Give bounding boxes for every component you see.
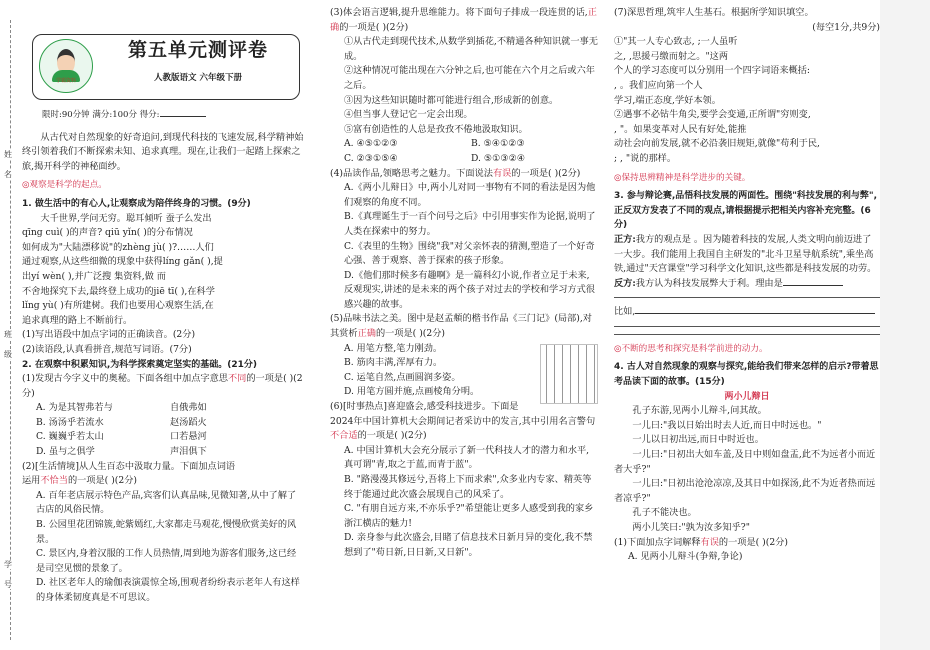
binding-margin xyxy=(0,0,22,650)
q7-line: 个人的学习态度可以分别用一个四字词语来概括: xyxy=(614,65,811,77)
q4-option[interactable]: B.《真理诞生于一百个问号之后》中引用事实作为论据,说明了人类在探索中的努力。 xyxy=(344,211,596,237)
binding-char: 班 xyxy=(4,330,16,339)
tip-observe: ◎观察是科学的起点。 xyxy=(22,180,107,191)
q4-option[interactable]: A.《两小儿辩日》中,两小儿对同一事物有不同的看法是因为他们观察的角度不同。 xyxy=(344,182,596,208)
q1-line: 出yí wèn( ),并广泛搜 集资料,做 而 xyxy=(22,270,166,282)
q1-line: 大千世界,学问无穷。聪耳倾听 蚕子么发出 xyxy=(40,212,212,224)
q1-line: 追求真理的路上不断前行。 xyxy=(22,314,133,326)
q2-option[interactable]: C. 巍巍乎若太山 口若悬河 xyxy=(36,431,207,443)
q1-line: qīng cuì( )的声音? qiū yǐn( )的分布情况 xyxy=(22,227,193,239)
q1-sub-2: (2)读语段,认真看拼音,规范写词语。(7分) xyxy=(22,343,192,355)
binding-char: 级 xyxy=(4,350,16,359)
q2-option[interactable]: A. 为是其智弗若与 自俄弗如 xyxy=(36,402,207,414)
score-blank[interactable] xyxy=(160,116,206,117)
q6-option[interactable]: B. "路漫漫其修远兮,吾将上下而求索",众多业内专家、精英等终于能通过此次盛会展现自己的风采了。 xyxy=(344,474,592,500)
q1-line: 如何成为"大陆漂移说"的zhèng jù( )?……人们 xyxy=(22,241,214,253)
page-title: 第五单元测评卷 xyxy=(127,39,268,61)
story-title: 两小儿辩日 xyxy=(724,391,770,402)
answer-blank[interactable] xyxy=(783,285,843,286)
q3-sentence: ②这种情况可能出现在六分钟之后,也可能在六个月之后或六年之后。 xyxy=(344,65,595,91)
q6-option[interactable]: D. 亲身参与此次盛会,目睹了信息技术日新月异的变化,我不禁想到了"苟日新,日日新,又日新"。 xyxy=(344,532,593,558)
q7-line: , "。如果变革对人民有好处,能推 xyxy=(614,123,747,135)
q5-option[interactable]: B. 筋肉丰满,浑厚有力。 xyxy=(344,357,443,369)
q3-sentence: ④但当事人登记它一定会出现。 xyxy=(344,109,473,121)
answer-line[interactable] xyxy=(614,297,880,298)
title-box xyxy=(32,34,300,100)
story-line: 两小儿笑曰:"孰为汝多知乎?" xyxy=(632,522,750,533)
q6-option[interactable]: C. "有朋自远方来,不亦乐乎?"希望能让更多人感受到我的家乡浙江横店的魅力! xyxy=(344,503,594,529)
con-side: 反方:我方认为科技发展弊大于利。理由是 xyxy=(614,277,880,292)
logo xyxy=(39,39,93,93)
column-3 xyxy=(614,6,880,565)
story-line: 一儿曰:"日初出大如车盖,及日中则如盘盂,此不为远者小而近者大乎?" xyxy=(614,449,876,475)
q3-sentence: ①从古代走到现代技术,从数学到插花,不精通各种知识就一事无成。 xyxy=(344,36,598,62)
intro-paragraph: 从古代对自然现象的好奇追问,到现代科技的飞速发展,科学精神始终引领着我们不断探索未知、追求真理。现在,让我们一起踏上探索之旅,揭开科学的神秘面纱。 xyxy=(22,131,304,172)
q5-option[interactable]: C. 运笔自然,点画圆润多姿。 xyxy=(344,371,461,383)
story-line: 一儿以日初出远,而日中时近也。 xyxy=(632,434,764,446)
q2-2-option[interactable]: A. 百年老店展示特色产品,宾客们认真品味,见微知著,从中了解了古店的风俗民情。 xyxy=(36,489,297,516)
question-4: (4)品读作品,领略思考之魅力。下面说法有误的一项是( )(2分) xyxy=(330,167,581,179)
question-debate: 3. 参与辩论赛,品悟科技发展的两面性。围绕"科技发展的利与弊",正反双方发表了不同的观点,请根据提示把相关内容补充完整。(6分) xyxy=(614,191,878,231)
q2-2-option[interactable]: D. 社区老年人的瑜伽表演震惊全场,围观者纷纷表示老年人有这样的身体柔韧度真是不可思议。 xyxy=(36,577,300,603)
question-story: 4. 古人对自然现象的观察与探究,能给我们带来怎样的启示?带着思考品读下面的故事。(15分) xyxy=(614,362,879,388)
answer-blank[interactable] xyxy=(635,313,875,314)
q3-sentence: ③因为这些知识随时都可能进行组合,形成新的创意。 xyxy=(344,94,559,106)
page-subtitle: 人教版语文 六年级下册 xyxy=(154,73,242,83)
q3-option[interactable]: A. ④⑤①②③ B. ⑤④①②③ xyxy=(344,138,525,150)
q6-option[interactable]: A. 中国计算机大会充分展示了新一代科技人才的潜力和水平,真可谓"青,取之于蓝,而青于蓝"。 xyxy=(344,444,590,471)
story-question-1: (1)下面加点字词解释有误的一项是( )(2分) xyxy=(614,536,788,548)
q7-line: ; , "说的那样。 xyxy=(614,152,677,164)
q2-2-option[interactable]: C. 景区内,身着汉服的工作人员热情,周到地为游客们服务,这已经是司空见惯的景象了。 xyxy=(36,548,297,574)
q1-line: 不舍地探究下去,最终登上成功的jiē tī( ),在科学 xyxy=(22,285,215,297)
pro-side: 正方:我方的观点是 。因为随着科技的发展,人类文明向前迈进了一大步。我们能用上我国自主研发的"北斗卫星导航系统",乘坐高铁,通过"天宫课堂"学习科学文化知识,这些都是科技发展的功劳。 xyxy=(614,233,877,275)
q7-line: 学习,端正态度,学好本领。 xyxy=(614,94,721,106)
con-example: 比如, xyxy=(614,305,880,320)
q1-sub-1: (1)写出语段中加点字词的正确读音。(2分) xyxy=(22,329,196,341)
q7-line: ②遇事不必钻牛角尖,要学会变通,正所谓"穷则变, xyxy=(614,109,811,121)
q7-line: 之, ,思援弓缴而射之。"这两 xyxy=(614,50,729,62)
column-2 xyxy=(330,6,598,561)
q2-option[interactable]: B. 汤汤乎若流水 赵汤蹈火 xyxy=(36,416,207,428)
exam-meta: 限时:90分钟 满分:100分 得分: xyxy=(42,108,304,123)
question-6: (6)[时事热点]喜迎盛会,感受科技进步。下面是2024年中国计算机大会期间记者采访中的发言,其中引用名言警句不合适的一项是( )(2分) xyxy=(330,401,596,442)
q2-sub-2: (2)[生活情境]从人生百态中汲取力量。下面加点词语 运用不恰当的一项是( )(2分) xyxy=(22,460,236,487)
question-2: 2. 在观察中积累知识,为科学探索奠定坚实的基础。(21分) xyxy=(22,359,257,370)
question-5: (5)品味书法之美。图中是赵孟頫的楷书作品《三门记》(局部),对其赏析正确的一项是( )(2分) xyxy=(330,313,592,340)
q7-line: , 。我们应向第一个人 xyxy=(614,79,703,91)
logo-text: 学霸资料 xyxy=(55,78,76,85)
question-3: (3)体会语言逻辑,提升思维能力。将下面句子排成一段连贯的话,正确的一项是( )(2分) xyxy=(330,7,597,33)
story-line: 一儿曰:"日初出沧沧凉凉,及其日中如探汤,此不为近者热而远者凉乎?" xyxy=(614,478,876,504)
q2-sub-1: (1)发现古今字义中的奥秘。下面各组中加点字意思不同的一项是( )(2分) xyxy=(22,373,303,399)
q4-option[interactable]: C.《表里的生物》围绕"我"对父亲怀表的猜测,塑造了一个好奇心强、善于观察、善于探索的孩子形象。 xyxy=(344,240,595,267)
q3-option[interactable]: C. ②③①⑤④ D. ⑤①③②④ xyxy=(344,152,526,164)
binding-char: 号 xyxy=(4,580,16,589)
q5-option[interactable]: A. 用笔方整,笔力刚劲。 xyxy=(344,342,443,354)
answer-line[interactable] xyxy=(614,326,880,327)
q5-option[interactable]: D. 用笔方圆并施,点画棱角分明。 xyxy=(344,386,480,398)
q4-option[interactable]: D.《他们那时候多有趣啊》是一篇科幻小说,作者立足于未来,反观现实,讲述的是未来的两个孩子对过去的学校和学习方式很感兴趣的故事。 xyxy=(344,269,595,310)
q2-option[interactable]: D. 虽与之俱学 声泪俱下 xyxy=(36,446,207,458)
question-7: (7)深思哲理,筑牢人生基石。根据所学知识填空。 xyxy=(614,7,814,18)
q1-line: lǐng yù( )有所建树。我们也要用心观察生活,在 xyxy=(22,300,214,312)
q2-2-option[interactable]: B. 公园里花团锦簇,蛇紫嫣红,大家都走马观花,慢慢欣赏美好的风景。 xyxy=(36,519,297,545)
answer-line[interactable] xyxy=(614,334,880,335)
story-line: 一儿曰:"我以日始出时去人近,而日中时远也。" xyxy=(632,419,822,431)
binding-char: 学 xyxy=(4,560,16,569)
story-line: 孔子不能决也。 xyxy=(632,507,697,519)
story-line: 孔子东游,见两小儿辩斗,问其故。 xyxy=(632,405,767,417)
q1-line: 通过观察,从这些细微的现象中获得líng gǎn( ),提 xyxy=(22,256,223,268)
tip-explore: ◎不断的思考和探究是科学前进的动力。 xyxy=(614,343,768,354)
q3-sentence: ⑤富有创造性的人总是孜孜不倦地汲取知识。 xyxy=(344,123,528,135)
q7-score: (每空1分,共9分) xyxy=(812,21,880,33)
binding-char: 名 xyxy=(4,170,16,179)
calligraphy-image xyxy=(540,344,598,404)
column-1 xyxy=(22,6,304,606)
binding-char: 姓 xyxy=(4,150,16,159)
q7-line: 动社会向前发展,就不必沿袭旧规矩,就像"苟利于民, xyxy=(614,138,820,150)
story-q1-option[interactable]: A. 见两小儿辩斗(争辩,争论) xyxy=(628,551,743,563)
q7-line: ①"其一人专心致志, ;一人虽听 xyxy=(614,36,738,48)
question-1: 1. 做生活中的有心人,让观察成为陪伴终身的习惯。(9分) xyxy=(22,198,251,209)
tip-debate: ◎保持思辨精神是科学进步的关键。 xyxy=(614,172,751,183)
right-margin xyxy=(880,0,930,650)
